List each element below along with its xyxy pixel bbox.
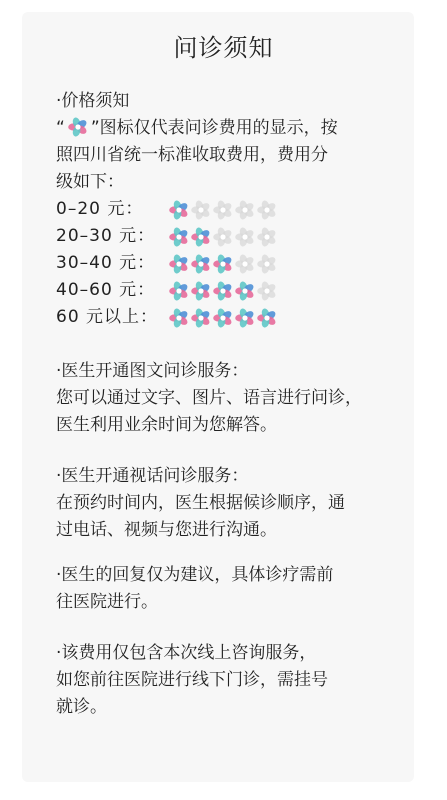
advice-notice-section bbox=[56, 562, 386, 616]
fee-flower-icon-empty bbox=[256, 227, 278, 247]
fee-flower-icon-filled bbox=[168, 227, 190, 247]
fee-flower-icon-filled bbox=[190, 227, 212, 247]
fee-flower-icon-filled bbox=[212, 254, 234, 274]
fee-flower-icon-filled bbox=[190, 254, 212, 274]
fee-flower-icon-filled bbox=[168, 281, 190, 301]
price-level-row bbox=[56, 250, 386, 277]
video-consult-line2: 过电话、视频与您进行沟通。 bbox=[56, 520, 277, 540]
fee-flower-icon-filled bbox=[234, 308, 256, 328]
fee-flower-icon-empty bbox=[212, 227, 234, 247]
price-notice-intro-line1 bbox=[56, 115, 386, 142]
fee-flower-icon-filled bbox=[212, 281, 234, 301]
price-notice-intro-prefix: “ bbox=[56, 118, 65, 138]
fee-flower-icon-empty bbox=[234, 200, 256, 220]
price-level-rating bbox=[168, 227, 278, 247]
fee-flower-icon-empty bbox=[256, 200, 278, 220]
fee-scope-section bbox=[56, 640, 386, 721]
price-notice-intro-line2: 照四川省统一标准收取费用，费用分 bbox=[56, 145, 328, 165]
video-consult-line1: 在预约时间内，医生根据候诊顺序，通 bbox=[56, 493, 345, 513]
fee-flower-icon-filled bbox=[190, 308, 212, 328]
fee-flower-icon-empty bbox=[212, 200, 234, 220]
fee-flower-icon-filled bbox=[234, 281, 256, 301]
price-level-row bbox=[56, 223, 386, 250]
text-consult-title: ·医生开通图文问诊服务： bbox=[56, 361, 249, 381]
text-consult-section bbox=[56, 358, 386, 439]
price-level-label: 30–40 元： bbox=[56, 253, 156, 273]
price-level-label: 0–20 元： bbox=[56, 199, 144, 219]
fee-flower-icon-empty bbox=[234, 254, 256, 274]
fee-flower-icon-empty bbox=[256, 254, 278, 274]
price-level-row bbox=[56, 304, 386, 331]
price-level-rating bbox=[168, 200, 278, 220]
price-notice-intro-suffix: ”图标仅代表问诊费用的显示，按 bbox=[90, 118, 338, 138]
price-level-label: 40–60 元： bbox=[56, 280, 156, 300]
consultation-fee-icon bbox=[67, 117, 89, 137]
price-level-label: 20–30 元： bbox=[56, 226, 156, 246]
fee-flower-icon-empty bbox=[234, 227, 256, 247]
price-level-rating bbox=[168, 281, 278, 301]
price-notice-title: ·价格须知 bbox=[56, 91, 130, 111]
price-level-row bbox=[56, 196, 386, 223]
fee-flower-icon-filled bbox=[212, 308, 234, 328]
fee-flower-icon-filled bbox=[190, 281, 212, 301]
fee-flower-icon-empty bbox=[190, 200, 212, 220]
price-level-rating bbox=[168, 308, 278, 328]
price-level-label: 60 元以上： bbox=[56, 307, 159, 327]
fee-flower-icon-filled bbox=[168, 200, 190, 220]
notice-content bbox=[56, 88, 386, 721]
fee-flower-icon-filled bbox=[256, 308, 278, 328]
text-consult-line2: 医生利用业余时间为您解答。 bbox=[56, 415, 277, 435]
advice-notice-line2: 往医院进行。 bbox=[56, 592, 158, 612]
text-consult-line1: 您可以通过文字、图片、语言进行问诊， bbox=[56, 388, 362, 408]
price-level-row bbox=[56, 277, 386, 304]
video-consult-section bbox=[56, 463, 386, 544]
fee-flower-icon-empty bbox=[256, 281, 278, 301]
price-level-rating bbox=[168, 254, 278, 274]
page-title: 问诊须知 bbox=[173, 34, 274, 62]
fee-flower-icon-filled bbox=[168, 254, 190, 274]
video-consult-title: ·医生开通视话问诊服务： bbox=[56, 466, 249, 486]
fee-flower-icon-filled bbox=[168, 308, 190, 328]
fee-scope-line2: 如您前往医院进行线下门诊，需挂号 bbox=[56, 670, 328, 690]
advice-notice-line1: ·医生的回复仅为建议，具体诊疗需前 bbox=[56, 565, 334, 585]
fee-scope-line3: 就诊。 bbox=[56, 697, 107, 717]
fee-scope-line1: ·该费用仅包含本次线上咨询服务， bbox=[56, 643, 317, 663]
price-notice-section bbox=[56, 88, 386, 331]
price-notice-intro-line3: 级如下： bbox=[56, 172, 124, 192]
